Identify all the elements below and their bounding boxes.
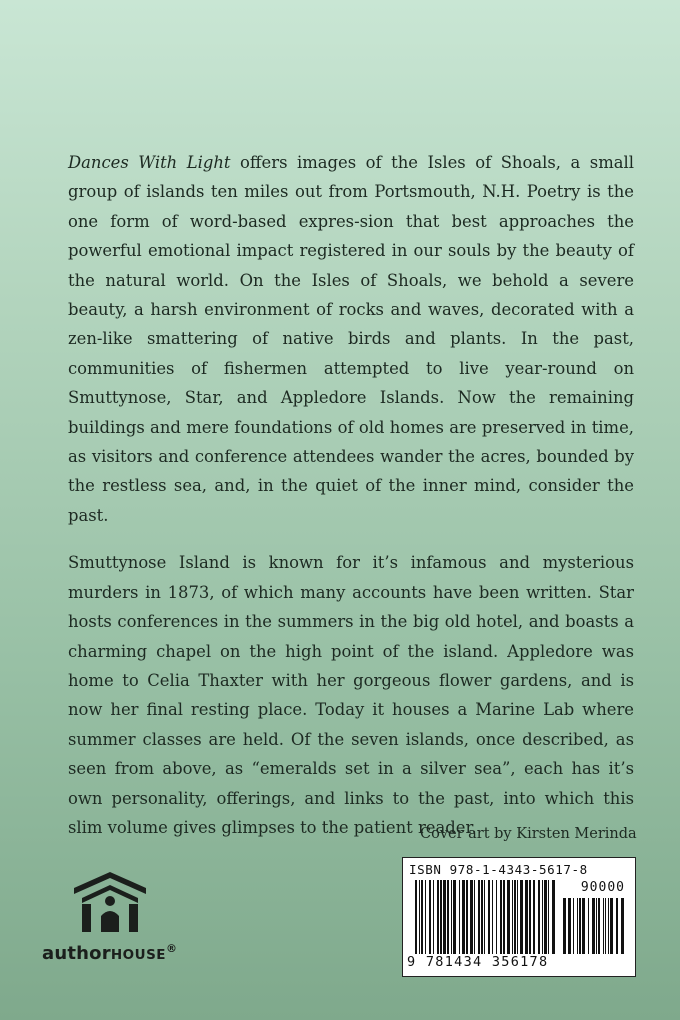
barcode-bar: [582, 898, 585, 954]
barcode-bar: [481, 880, 483, 954]
barcode-bar: [592, 898, 595, 954]
barcode-bar: [512, 880, 513, 954]
barcode-bar: [421, 880, 423, 954]
isbn-barcode: [402, 857, 636, 977]
barcode-bar: [563, 898, 566, 954]
barcode-bar: [542, 880, 543, 954]
barcode-bar: [544, 880, 547, 954]
back-cover-blurb: [68, 148, 634, 860]
barcode-bar: [443, 880, 446, 954]
authorhouse-logo-icon: [68, 868, 152, 934]
barcode-bar: [507, 880, 510, 954]
barcode-bar: [548, 880, 549, 954]
barcode-bar: [492, 880, 493, 954]
barcode-bar: [453, 880, 456, 954]
barcode-bar: [621, 898, 624, 954]
barcode-bar: [474, 880, 475, 954]
barcode-bar: [517, 880, 518, 954]
barcode-bar: [429, 880, 431, 954]
barcode-bar: [425, 880, 426, 954]
barcode-bars-main: [415, 880, 555, 954]
barcode-bar: [459, 880, 460, 954]
barcode-bar: [500, 880, 502, 954]
price-code: 90000: [580, 880, 625, 895]
barcode-bar: [419, 880, 420, 954]
barcode-bar: [552, 880, 555, 954]
barcode-bar: [451, 880, 452, 954]
barcode-bar: [596, 898, 597, 954]
barcode-bar: [462, 880, 465, 954]
blurb-paragraph-1-text: offers images of the Isles of Shoals, a small group of islands ten miles out from Portsmouth, N.H. Poetry is the one form of word-based expres-sion that best approaches the powerful emotional impact registered in our souls by the beauty of the natural world. On the Isles of Shoals, we behold a severe beauty, a harsh environment of rocks and waves, decorated with a zen-like smattering of native birds and plants. In the past, communities of fishermen attempted to live year-round on Smuttynose, Star, and Appledore Islands. Now the remaining buildings and mere foundations of old homes are preserved in time, as visitors and conference attendees wander the acres, bounded by the restless sea, and, in the quiet of the inner mind, consider the past.: [68, 153, 634, 525]
barcode-bar: [605, 898, 606, 954]
barcode-bar: [488, 880, 490, 954]
barcode-bar: [533, 880, 535, 954]
barcode-bar: [433, 880, 434, 954]
barcode-bar: [529, 880, 531, 954]
publisher-logo: [42, 868, 192, 968]
barcode-bar: [579, 898, 581, 954]
barcode-bar: [514, 880, 516, 954]
barcode-bar: [525, 880, 528, 954]
publisher-wordmark: authorHOUSE®: [42, 942, 178, 964]
barcode-bar: [447, 880, 449, 954]
barcode-bar: [437, 880, 439, 954]
barcode-bar: [520, 880, 523, 954]
barcode-bar: [608, 898, 609, 954]
barcode-bar: [484, 880, 485, 954]
barcode-bar: [538, 880, 540, 954]
isbn-label: ISBN 978-1-4343-5617-8: [409, 862, 588, 877]
blurb-paragraph-1: [68, 148, 634, 530]
barcode-bar: [603, 898, 604, 954]
barcode-bar: [470, 880, 473, 954]
barcode-bar: [496, 880, 497, 954]
book-title: Dances With Light: [68, 153, 231, 172]
barcode-bar: [568, 898, 571, 954]
cover-art-credit: Cover art by Kirsten Merinda: [420, 826, 637, 842]
blurb-paragraph-2: Smuttynose Island is known for it’s infamous and mysterious murders in 1873, of which many accounts have been written. Star hosts conferences in the summers in the big old hotel, and boasts a charming chapel on the high point of the island. Appledore was home to Celia Thaxter with her gorgeous flower gardens, and is now her final resting place. Today it houses a Marine Lab where summer classes are held. Of the seven islands, once described, as seen from above, as “emeralds set in a silver sea”, each has it’s own personality, offerings, and links to the past, into which this slim volume gives glimpses to the patient reader.: [68, 553, 634, 837]
barcode-bar: [588, 898, 589, 954]
barcode-bar: [616, 898, 618, 954]
barcode-bar: [415, 880, 417, 954]
barcode-bar: [440, 880, 442, 954]
barcode-bar: [466, 880, 468, 954]
barcode-bar: [610, 898, 613, 954]
barcode-bar: [503, 880, 505, 954]
ean-digits: 9 781434 356178: [407, 954, 549, 970]
barcode-bar: [598, 898, 600, 954]
barcode-bar: [478, 880, 480, 954]
barcode-bar: [573, 898, 574, 954]
barcode-bars-addon: [563, 898, 627, 954]
barcode-bar: [577, 898, 578, 954]
